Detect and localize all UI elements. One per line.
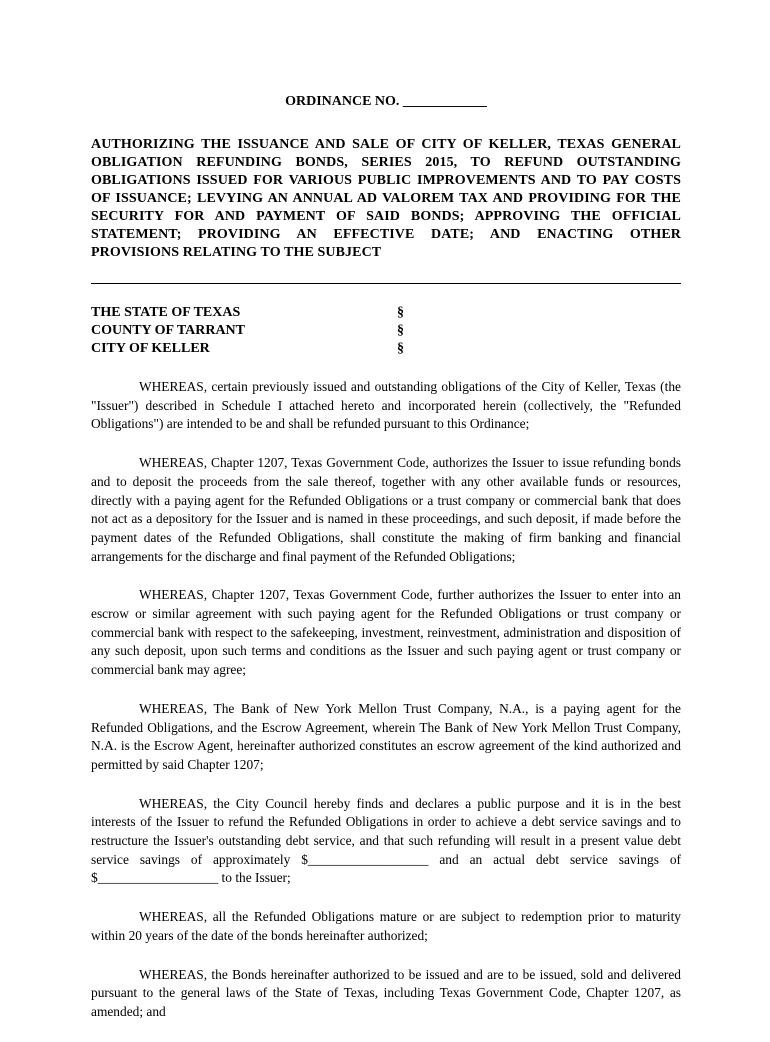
jurisdiction-row: [91, 304, 681, 322]
section-symbol: §: [397, 305, 404, 320]
document-page: [91, 92, 681, 1042]
whereas-paragraph: WHEREAS, Chapter 1207, Texas Government Code, authorizes the Issuer to issue refunding bonds and to deposit the proceeds from the sale thereof, together with any other available funds or resources, directly with a paying agent for the Refunded Obligations or a trust company or commercial bank that does not act as a depository for the Issuer and is named in these proceedings, and such deposit, if made before the payment dates of the Refunded Obligations, shall constitute the making of firm banking and financial arrangements for the discharge and final payment of the Refunded Obligations;: [91, 455, 681, 564]
jurisdiction-block: [91, 304, 681, 358]
jurisdiction-name: CITY OF KELLER: [91, 341, 210, 356]
whereas-paragraph: WHEREAS, certain previously issued and outstanding obligations of the City of Keller, Texas (the "Issuer") described in Schedule I attached hereto and incorporated herein (collectively, the "Refunded Obligations") are intended to be and shall be refunded pursuant to this Ordinance;: [91, 379, 681, 432]
whereas-paragraph: WHEREAS, Chapter 1207, Texas Government Code, further authorizes the Issuer to enter into an escrow or similar agreement with such paying agent for the Refunded Obligations or trust company or commercial bank with respect to the safekeeping, investment, reinvestment, administration and disposition of any such deposit, upon such terms and conditions as the Issuer and such paying agent or trust company or commercial bank may agree;: [91, 587, 681, 678]
jurisdiction-name: COUNTY OF TARRANT: [91, 323, 246, 338]
section-symbol: §: [397, 341, 404, 356]
whereas-paragraph: WHEREAS, the City Council hereby finds and declares a public purpose and it is in the best interests of the Issuer to refund the Refunded Obligations in order to achieve a debt service savings and to restructure the Issuer's outstanding debt service, and that such refunding will result in a present value debt service savings of approximately $__________________ and an actual debt service savings of $__________________ to the Issuer;: [91, 795, 681, 886]
whereas-paragraph: WHEREAS, all the Refunded Obligations mature or are subject to redemption prior to maturity within 20 years of the date of the bonds hereinafter authorized;: [91, 909, 681, 943]
section-symbol: §: [397, 323, 404, 338]
whereas-paragraph: WHEREAS, The Bank of New York Mellon Trust Company, N.A., is a paying agent for the Refunded Obligations, and the Escrow Agreement, wherein The Bank of New York Mellon Trust Company, N.A. is the Escrow Agent, hereinafter authorized constitutes an escrow agreement of the kind authorized and permitted by said Chapter 1207;: [91, 700, 681, 772]
caption-divider: [91, 283, 681, 284]
ordinance-caption: AUTHORIZING THE ISSUANCE AND SALE OF CITY OF KELLER, TEXAS GENERAL OBLIGATION REFUNDING BONDS, SERIES 2015, TO REFUND OUTSTANDING OBLIGATIONS ISSUED FOR VARIOUS PUBLIC IMPROVEMENTS AND TO PAY COSTS OF ISSUANCE; LEVYING AN ANNUAL AD VALOREM TAX AND PROVIDING FOR THE SECURITY FOR AND PAYMENT OF SAID BONDS; APPROVING THE OFFICIAL STATEMENT; PROVIDING AN EFFECTIVE DATE; AND ENACTING OTHER PROVISIONS RELATING TO THE SUBJECT: [91, 137, 681, 260]
ordinance-title: ORDINANCE NO. ____________: [285, 94, 487, 109]
jurisdiction-row: [91, 322, 681, 340]
whereas-paragraph: WHEREAS, the Bonds hereinafter authorized to be issued and are to be issued, sold and delivered pursuant to the general laws of the State of Texas, including Texas Government Code, Chapter 1207, as amended; and: [91, 966, 681, 1019]
jurisdiction-row: [91, 340, 681, 358]
jurisdiction-name: THE STATE OF TEXAS: [91, 305, 241, 320]
